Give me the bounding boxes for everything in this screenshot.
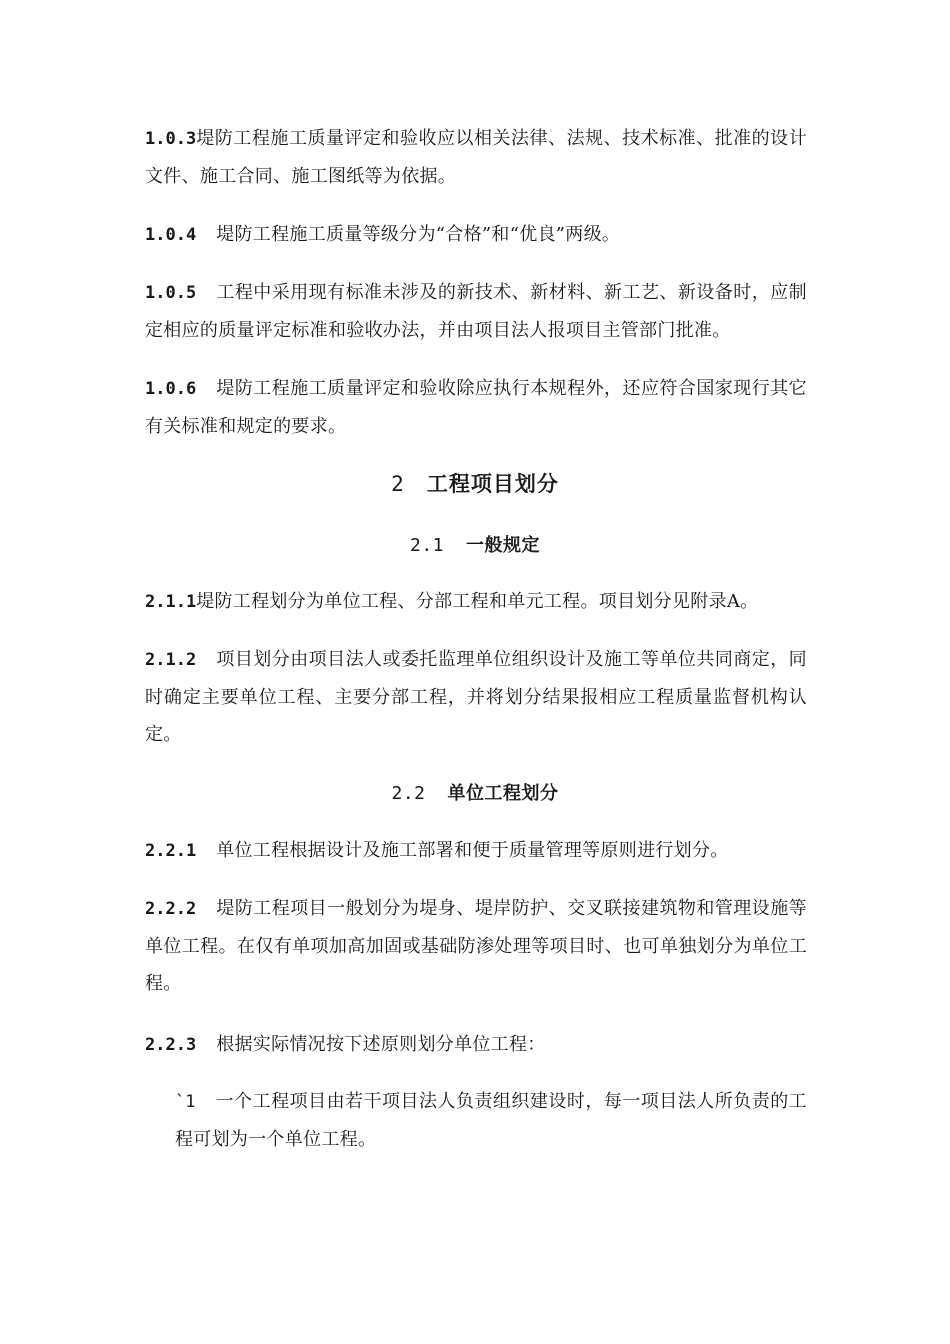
item-text: 一个工程项目由若干项目法人负责组织建设时，每一项目法人所负责的工程可划为一个单位工程。 [175, 1091, 807, 1150]
clause-text: 单位工程根据设计及施工部署和便于质量管理等原则进行划分。 [216, 840, 729, 861]
clause-text: 堤防工程划分为单位工程、分部工程和单元工程。项目划分见附录A。 [196, 591, 759, 612]
clause-text: 堤防工程施工质量评定和验收除应执行本规程外，还应符合国家现行其它有关标准和规定的要求。 [145, 378, 807, 437]
item-number: `1 [175, 1092, 196, 1112]
section-title: 单位工程划分 [447, 783, 559, 804]
list-item-1 [175, 1083, 807, 1158]
section-heading-2-2 [0, 779, 950, 805]
chapter-heading [0, 468, 950, 498]
clause-number: 2.1.1 [145, 592, 197, 612]
clause-1-0-5 [145, 274, 807, 349]
clause-text: 工程中采用现有标准未涉及的新技术、新材料、新工艺、新设备时，应制定相应的质量评定标准和验收办法，并由项目法人报项目主管部门批准。 [145, 282, 807, 341]
clause-2-1-2 [145, 641, 807, 753]
clause-text: 堤防工程施工质量等级分为“合格”和“优良”两级。 [216, 224, 621, 245]
clause-1-0-6 [145, 370, 807, 445]
clause-2-2-3 [145, 1026, 807, 1064]
section-heading-2-1 [0, 531, 950, 557]
clause-number: 1.0.6 [145, 379, 197, 399]
clause-text: 根据实际情况按下述原则划分单位工程： [216, 1034, 546, 1055]
chapter-number: 2 [391, 472, 405, 496]
clause-text: 堤防工程施工质量评定和验收应以相关法律、法规、技术标准、批准的设计文件、施工合同、施工图纸等为依据。 [145, 128, 807, 187]
section-title: 一般规定 [466, 535, 540, 556]
chapter-title: 工程项目划分 [426, 471, 559, 496]
clause-2-2-2 [145, 890, 807, 1002]
clause-number: 2.1.2 [145, 650, 197, 670]
section-number: 2.2 [391, 783, 426, 804]
clause-1-0-3 [145, 120, 807, 195]
clause-text: 堤防工程项目一般划分为堤身、堤岸防护、交叉联接建筑物和管理设施等单位工程。在仅有单项加高加固或基础防渗处理等项目时、也可单独划分为单位工程。 [145, 898, 807, 994]
clause-text: 项目划分由项目法人或委托监理单位组织设计及施工等单位共同商定，同时确定主要单位工程、主要分部工程，并将划分结果报相应工程质量监督机构认定。 [145, 649, 807, 745]
clause-2-1-1 [145, 583, 807, 621]
clause-number: 1.0.3 [145, 129, 197, 149]
clause-2-2-1 [145, 832, 807, 870]
clause-1-0-4 [145, 216, 807, 254]
clause-number: 2.2.3 [145, 1035, 197, 1055]
clause-number: 2.2.2 [145, 899, 197, 919]
clause-number: 1.0.5 [145, 283, 197, 303]
clause-number: 1.0.4 [145, 225, 197, 245]
section-number: 2.1 [409, 535, 444, 556]
clause-number: 2.2.1 [145, 841, 197, 861]
